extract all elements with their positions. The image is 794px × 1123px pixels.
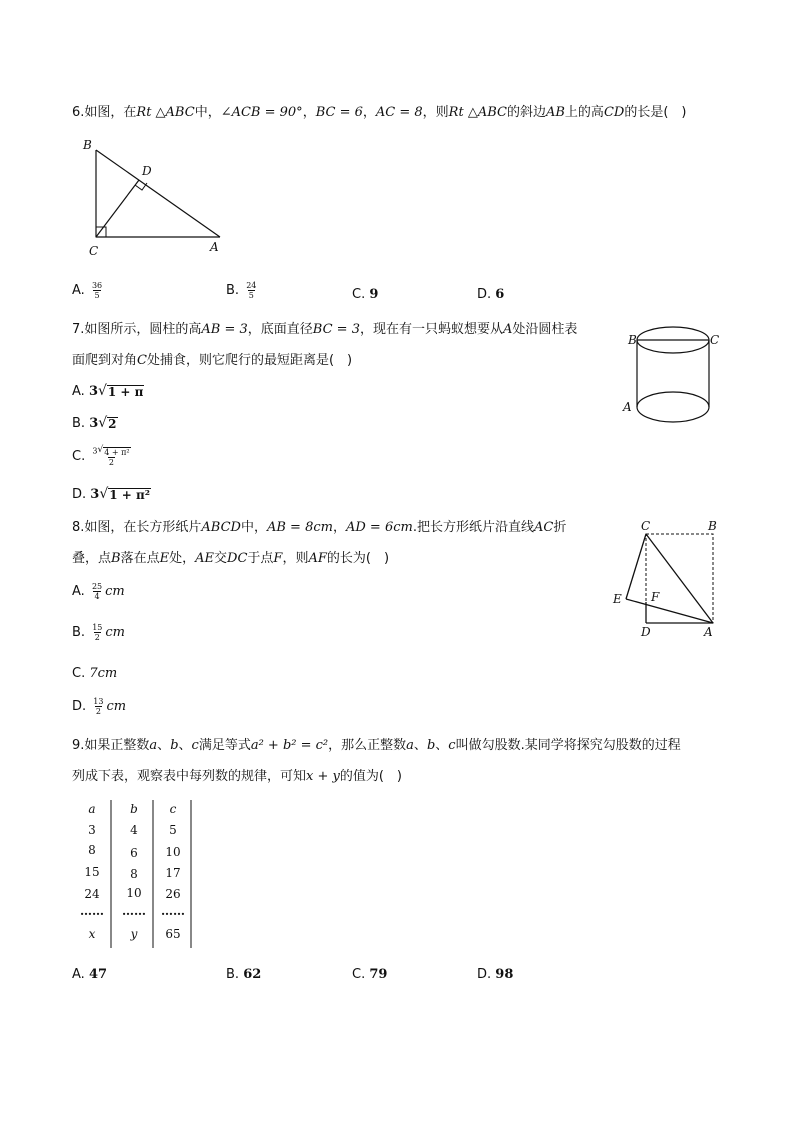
q7-stem-line2: 面爬到对角C处捕食，则它爬行的最短距离是( ) (72, 353, 353, 368)
q7-label-c: C (710, 333, 720, 347)
table-cell: 24 (84, 887, 100, 901)
q7-option-d[interactable]: D. 3 √ 1 + π² (72, 486, 151, 502)
fraction: $\frac{36}{5}$ (91, 281, 103, 300)
table-cell: 10 (165, 845, 181, 859)
table-cell: 10 (126, 886, 142, 900)
q6-stem: 6.如图，在Rt △ABC中，∠ACB = 90°，BC = 6，AC = 8，则Rt △ABC的斜边AB上的高CD的长是( ) (72, 105, 687, 120)
q9-option-a[interactable]: A. 47 (72, 967, 108, 982)
q8-option-b[interactable]: B. $\frac{15}{2}$ cm (72, 623, 125, 642)
q8-label-f: F (651, 590, 660, 604)
q6-option-d[interactable]: D. 6 (477, 287, 505, 302)
table-cell: 4 (130, 823, 138, 837)
q6-label-d: D (142, 164, 152, 178)
q6-option-a[interactable]: A. $\frac{36}{5}$ (72, 281, 103, 300)
q9-stem-line2: 列成下表，观察表中每列数的规律，可知x + y的值为( ) (72, 769, 403, 784)
table-cell: y (130, 927, 138, 941)
q8-folded-rectangle-figure (608, 515, 728, 645)
table-cell: 15 (84, 865, 100, 879)
fraction: $\frac{25}{4}$ (91, 582, 103, 601)
fraction: $\frac{13}{2}$ (93, 697, 104, 716)
q6-option-c[interactable]: C. 9 (352, 287, 379, 302)
q8-option-a[interactable]: A. $\frac{25}{4}$ cm (72, 582, 125, 601)
table-cell: …… (161, 904, 185, 918)
q8-stem-line1: 8.如图，在长方形纸片ABCD中，AB = 8cm，AD = 6cm.把长方形纸片沿直线AC折 (72, 520, 567, 535)
table-cell: 8 (130, 867, 138, 881)
q7-option-b[interactable]: B. 3 √ 2 (72, 415, 117, 431)
q9-option-d[interactable]: D. 98 (477, 967, 514, 982)
sqrt: √ 1 + π (97, 383, 144, 399)
q8-option-d[interactable]: D. $\frac{13}{2}$ cm (72, 697, 127, 716)
table-cell: 8 (88, 843, 96, 857)
q8-label-e: E (613, 592, 622, 606)
sqrt: √ 2 (98, 415, 117, 431)
fraction: 3 √ 4 + π² 2 (92, 445, 130, 467)
q7-option-a[interactable]: A. 3 √ 1 + π (72, 383, 144, 399)
q8-label-a: A (704, 625, 713, 639)
table-cell: …… (122, 904, 146, 918)
q9-option-c[interactable]: C. 79 (352, 967, 388, 982)
table-cell: 17 (165, 866, 181, 880)
table-cell: 6 (130, 846, 138, 860)
q7-label-b: B (628, 333, 637, 347)
q7-cylinder-figure (620, 322, 730, 427)
q6-triangle-figure (80, 135, 240, 260)
table-header: a (88, 802, 96, 816)
q6-label-a: A (210, 240, 219, 254)
table-cell: 3 (88, 823, 96, 837)
q7-option-c[interactable]: C. 3 √ 4 + π² 2 (72, 445, 130, 467)
table-header: b (130, 802, 138, 816)
sqrt: √ 1 + π² (99, 486, 151, 502)
q9-stem-line1: 9.如果正整数a、b、c满足等式a² + b² = c²，那么正整数a、b、c叫做勾股数.某同学将探究勾股数的过程 (72, 738, 681, 753)
q8-stem-line2: 叠，点B落在点E处，AE交DC于点F，则AF的长为( ) (72, 551, 390, 566)
table-header: c (169, 802, 177, 816)
table-cell: 5 (169, 823, 177, 837)
table-cell: 26 (165, 887, 181, 901)
q7-label-a: A (623, 400, 632, 414)
table-cell: 65 (165, 927, 181, 941)
q6-option-b[interactable]: B. $\frac{24}{5}$ (226, 281, 257, 300)
fraction: $\frac{15}{2}$ (92, 623, 103, 642)
q8-label-d: D (641, 625, 651, 639)
table-cell: …… (80, 904, 104, 918)
q8-option-c[interactable]: C. 7cm (72, 666, 118, 681)
fraction: $\frac{24}{5}$ (246, 281, 257, 300)
table-cell: x (88, 927, 96, 941)
q7-stem-line1: 7.如图所示，圆柱的高AB = 3，底面直径BC = 3，现在有一只蚂蚁想要从A处沿圆柱表 (72, 322, 578, 337)
q6-label-c: C (89, 244, 99, 258)
q9-option-b[interactable]: B. 62 (226, 967, 262, 982)
q6-label-b: B (83, 138, 92, 152)
q8-label-c: C (641, 519, 651, 533)
q8-label-b: B (708, 519, 717, 533)
